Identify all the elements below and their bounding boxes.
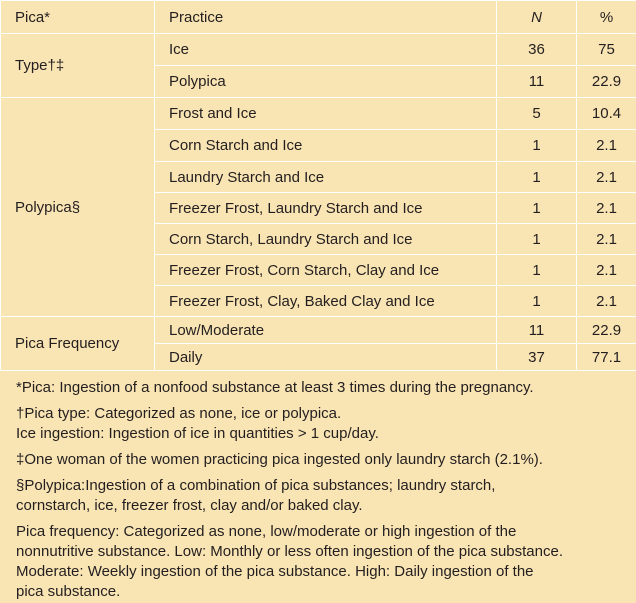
group-label-polypica: Polypica§ [1,98,155,317]
group-label-type: Type†‡ [1,34,155,98]
footnote-pica-frequency [0,522,636,602]
percent-cell: 2.1 [577,193,636,224]
footnote-line: cornstarch, ice, freezer frost, clay and/or baked clay. [16,497,363,514]
practice-cell: Frost and Ice [155,98,497,130]
practice-cell: Corn Starch and Ice [155,130,497,162]
header-practice: Practice [155,1,497,34]
percent-cell: 2.1 [577,130,636,162]
footnote-line: Ice ingestion: Ingestion of ice in quantities > 1 cup/day. [16,425,379,442]
group-label-frequency: Pica Frequency [1,317,155,371]
table-header-row [1,1,636,34]
percent-cell: 77.1 [577,344,636,371]
percent-cell: 75 [577,34,636,66]
practice-cell: Corn Starch, Laundry Starch and Ice [155,224,497,255]
footnote-pica [0,378,636,398]
footnote-line: †Pica type: Categorized as none, ice or polypica. [16,405,342,422]
practice-cell: Freezer Frost, Corn Starch, Clay and Ice [155,255,497,286]
practice-cell: Freezer Frost, Laundry Starch and Ice [155,193,497,224]
footnote-line: ‡One woman of the women practicing pica ingested only laundry starch (2.1%). [16,451,543,468]
footnote-laundry-starch [0,450,636,470]
header-percent: % [577,1,636,34]
percent-cell: 2.1 [577,162,636,193]
practice-cell: Low/Moderate [155,317,497,344]
practice-cell: Freezer Frost, Clay, Baked Clay and Ice [155,286,497,317]
practice-cell: Daily [155,344,497,371]
percent-cell: 2.1 [577,224,636,255]
practice-cell: Polypica [155,66,497,98]
table-row [1,317,636,344]
footnote-line: *Pica: Ingestion of a nonfood substance at least 3 times during the pregnancy. [16,379,534,396]
percent-cell: 10.4 [577,98,636,130]
table-footnotes [0,370,636,602]
footnote-line: §Polypica:Ingestion of a combination of pica substances; laundry starch, [16,477,496,494]
n-cell: 11 [497,317,577,344]
table-row [1,34,636,66]
percent-cell: 2.1 [577,286,636,317]
percent-cell: 22.9 [577,66,636,98]
table-row [1,98,636,130]
practice-cell: Ice [155,34,497,66]
footnote-line: Pica frequency: Categorized as none, low/moderate or high ingestion of the [16,523,517,540]
percent-cell: 2.1 [577,255,636,286]
n-cell: 1 [497,130,577,162]
footnote-line: nonnutritive substance. Low: Monthly or less often ingestion of the pica substance. [16,543,563,560]
n-cell: 1 [497,193,577,224]
n-cell: 36 [497,34,577,66]
n-cell: 37 [497,344,577,371]
footnote-line: Moderate: Weekly ingestion of the pica substance. High: Daily ingestion of the [16,563,534,580]
n-cell: 1 [497,286,577,317]
header-n: N [497,1,577,34]
n-cell: 1 [497,224,577,255]
footnote-pica-type [0,404,636,444]
n-cell: 5 [497,98,577,130]
practice-cell: Laundry Starch and Ice [155,162,497,193]
percent-cell: 22.9 [577,317,636,344]
n-cell: 11 [497,66,577,98]
n-cell: 1 [497,162,577,193]
header-pica: Pica* [1,1,155,34]
n-cell: 1 [497,255,577,286]
footnote-polypica [0,476,636,516]
footnote-line: pica substance. [16,583,121,600]
